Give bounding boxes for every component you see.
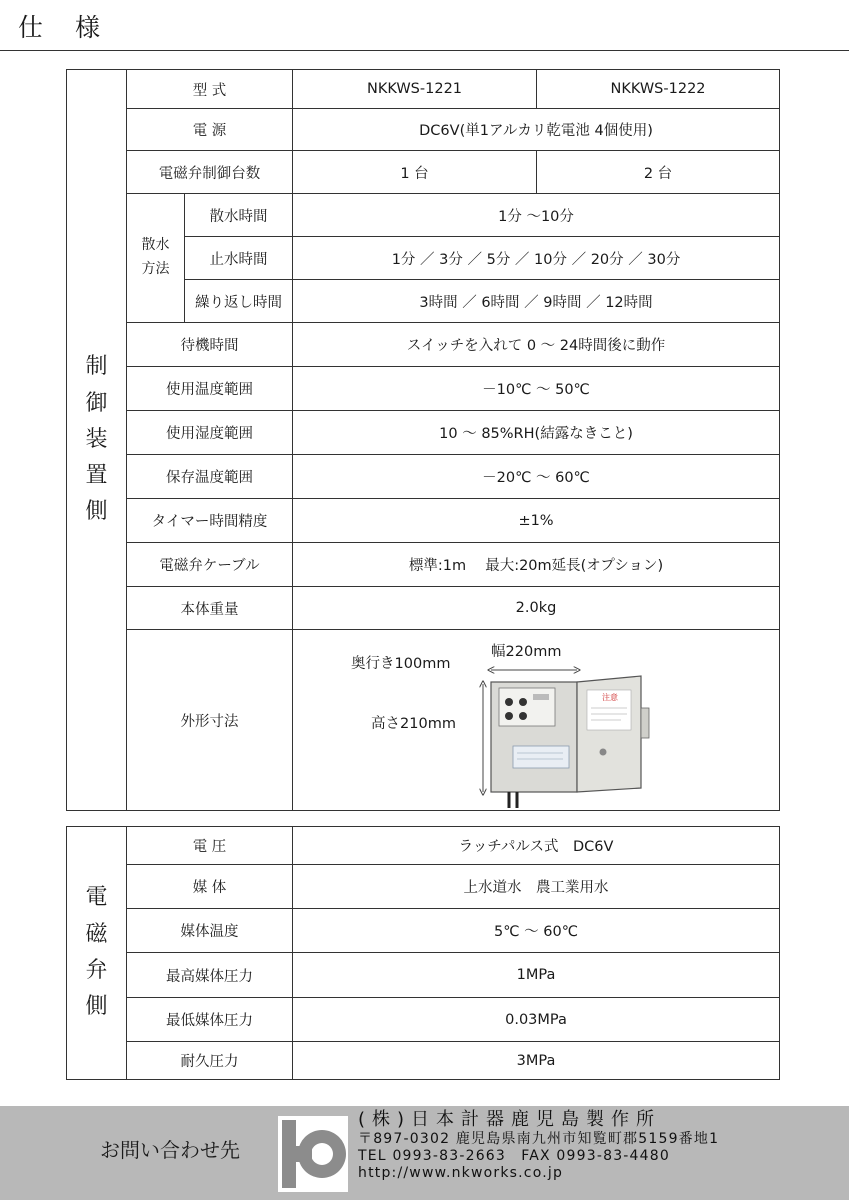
spec-label: 本体重量 bbox=[127, 587, 293, 630]
company-phone-fax: TEL 0993-83-2663 FAX 0993-83-4480 bbox=[358, 1148, 670, 1164]
height-label: 高さ210mm bbox=[371, 716, 456, 732]
spec-row-medium-temp bbox=[67, 909, 780, 953]
contact-label: お問い合わせ先 bbox=[100, 1138, 240, 1162]
spec-label: 使用湿度範囲 bbox=[127, 411, 293, 455]
spec-value: －10℃ ～ 50℃ bbox=[293, 367, 780, 411]
control-panel bbox=[499, 688, 555, 726]
controller-box-drawing bbox=[469, 660, 669, 810]
spec-row-power bbox=[67, 109, 780, 151]
spec-label: 止水時間 bbox=[185, 237, 293, 280]
battery-label bbox=[513, 746, 569, 768]
spec-value: 3時間 ／ 6時間 ／ 9時間 ／ 12時間 bbox=[293, 280, 780, 323]
door-latch bbox=[641, 708, 649, 738]
spec-value: ±1% bbox=[293, 499, 780, 543]
dial-knob bbox=[505, 698, 513, 706]
spec-row-model bbox=[67, 70, 780, 109]
spec-row-cable bbox=[67, 543, 780, 587]
spec-value: 上水道水 農工業用水 bbox=[293, 865, 780, 909]
spec-row-dimensions bbox=[67, 630, 780, 811]
spec-row-min-pressure bbox=[67, 998, 780, 1042]
spec-row-storage-temp bbox=[67, 455, 780, 499]
spec-row-medium bbox=[67, 865, 780, 909]
company-address: 〒897-0302 鹿児島県南九州市知覧町郡5159番地1 bbox=[358, 1131, 720, 1147]
title-rule bbox=[0, 50, 849, 51]
watering-group-label: 散水 方法 bbox=[127, 194, 185, 323]
spec-label: 繰り返し時間 bbox=[185, 280, 293, 323]
spec-value: 2 台 bbox=[537, 151, 780, 194]
spec-value: 1 台 bbox=[293, 151, 537, 194]
spec-label: 外形寸法 bbox=[127, 630, 293, 811]
company-url-link[interactable]: http://www.nkworks.co.jp bbox=[358, 1165, 564, 1181]
spec-value: 1分 ／ 3分 ／ 5分 ／ 10分 ／ 20分 ／ 30分 bbox=[293, 237, 780, 280]
spec-value: 1MPa bbox=[293, 953, 780, 998]
spec-row-operating-temp bbox=[67, 367, 780, 411]
width-label: 幅220mm bbox=[491, 644, 562, 660]
spec-value: －20℃ ～ 60℃ bbox=[293, 455, 780, 499]
spec-label: 保存温度範囲 bbox=[127, 455, 293, 499]
spec-label: 使用温度範囲 bbox=[127, 367, 293, 411]
contact-footer bbox=[0, 1106, 849, 1200]
spec-row-valve-count bbox=[67, 151, 780, 194]
control-spec-table bbox=[66, 69, 780, 811]
spec-value: スイッチを入れて 0 ～ 24時間後に動作 bbox=[293, 323, 780, 367]
company-logo-icon bbox=[278, 1116, 348, 1192]
valve-side-label: 電 磁 弁 側 bbox=[67, 827, 127, 1080]
spec-value: ラッチパルス式 DC6V bbox=[293, 827, 780, 865]
door-lock-icon bbox=[600, 749, 607, 756]
spec-label: 耐久圧力 bbox=[127, 1042, 293, 1080]
spec-row-durability bbox=[67, 1042, 780, 1080]
spec-row-weight bbox=[67, 587, 780, 630]
dimensions-figure bbox=[293, 630, 780, 811]
control-side-label: 制 御 装 置 側 bbox=[67, 70, 127, 811]
dial-knob bbox=[505, 712, 513, 720]
spec-value: 2.0kg bbox=[293, 587, 780, 630]
panel-label bbox=[533, 694, 549, 700]
company-name: (株)日本計器鹿児島製作所 bbox=[358, 1109, 662, 1130]
spec-value: 0.03MPa bbox=[293, 998, 780, 1042]
spec-label: 電磁弁制御台数 bbox=[127, 151, 293, 194]
spec-value: NKKWS-1222 bbox=[537, 70, 780, 109]
spec-label: 散水時間 bbox=[185, 194, 293, 237]
spec-label: 最低媒体圧力 bbox=[127, 998, 293, 1042]
spec-row-humidity bbox=[67, 411, 780, 455]
spec-value: DC6V(単1アルカリ乾電池 4個使用) bbox=[293, 109, 780, 151]
spec-label: 媒体温度 bbox=[127, 909, 293, 953]
spec-row-timer-accuracy bbox=[67, 499, 780, 543]
spec-label: 最高媒体圧力 bbox=[127, 953, 293, 998]
spec-label: 待機時間 bbox=[127, 323, 293, 367]
dial-knob bbox=[519, 712, 527, 720]
spec-row-watering-time bbox=[67, 194, 780, 237]
spec-value: 5℃ ～ 60℃ bbox=[293, 909, 780, 953]
valve-spec-table bbox=[66, 826, 780, 1080]
spec-value: 標準:1m 最大:20m延長(オプション) bbox=[293, 543, 780, 587]
spec-label: 媒 体 bbox=[127, 865, 293, 909]
dial-knob bbox=[519, 698, 527, 706]
spec-label: 電磁弁ケーブル bbox=[127, 543, 293, 587]
spec-value: 10 ～ 85%RH(結露なきこと) bbox=[293, 411, 780, 455]
depth-label: 奥行き100mm bbox=[351, 656, 451, 672]
spec-value: 1分 ～10分 bbox=[293, 194, 780, 237]
spec-label: 電 源 bbox=[127, 109, 293, 151]
spec-row-standby bbox=[67, 323, 780, 367]
company-info bbox=[358, 1109, 719, 1182]
spec-row-voltage bbox=[67, 827, 780, 865]
spec-label: タイマー時間精度 bbox=[127, 499, 293, 543]
page-title: 仕 様 bbox=[18, 13, 112, 42]
spec-label: 型 式 bbox=[127, 70, 293, 109]
spec-row-max-pressure bbox=[67, 953, 780, 998]
spec-value: NKKWS-1221 bbox=[293, 70, 537, 109]
spec-value: 3MPa bbox=[293, 1042, 780, 1080]
spec-label: 電 圧 bbox=[127, 827, 293, 865]
caution-text: 注意 bbox=[602, 693, 619, 702]
